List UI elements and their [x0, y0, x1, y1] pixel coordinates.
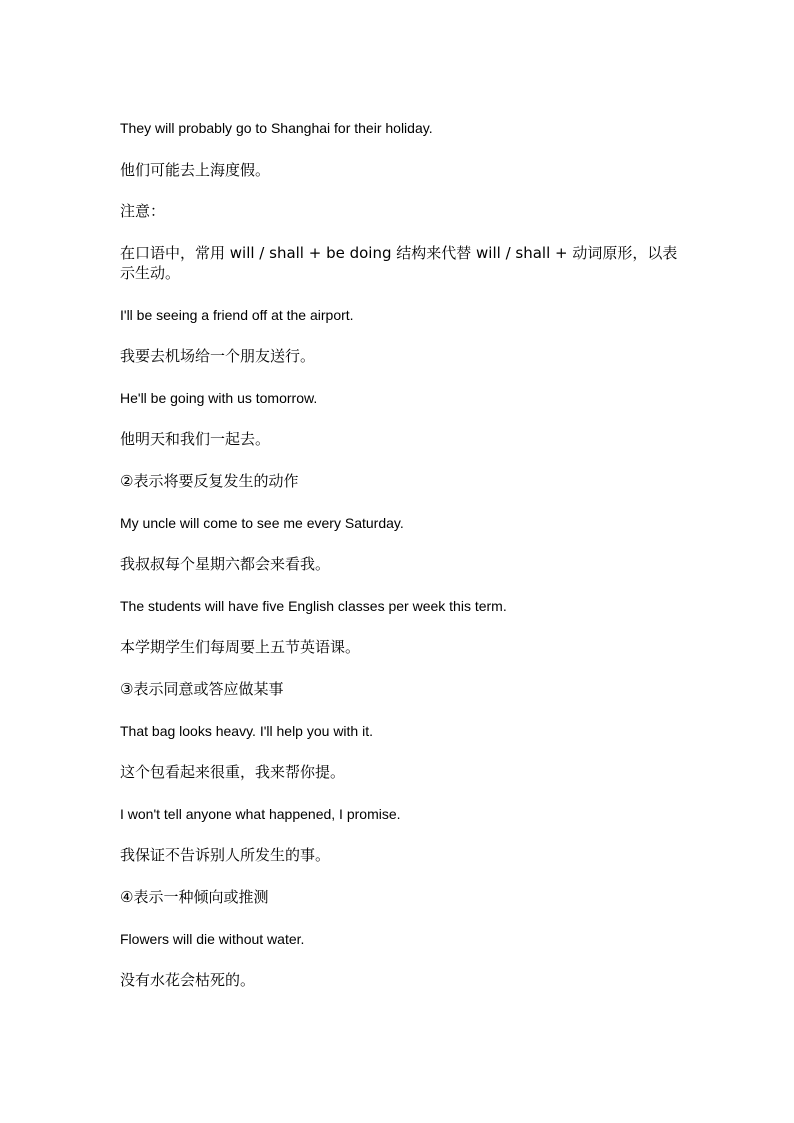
section-heading: ③表示同意或答应做某事 — [120, 680, 284, 698]
note-heading: 注意： — [120, 202, 166, 220]
example-sentence-en: My uncle will come to see me every Saturday. — [120, 515, 404, 531]
example-sentence-en: That bag looks heavy. I'll help you with it. — [120, 723, 373, 739]
example-translation-zh: 我要去机场给一个朋友送行。 — [120, 347, 316, 365]
example-translation-zh: 我保证不告诉别人所发生的事。 — [120, 846, 331, 864]
example-sentence-en: They will probably go to Shanghai for their holiday. — [120, 120, 433, 136]
note-paragraph: 在口语中，常用 will / shall + be doing 结构来代替 will / shall + 动词原形，以表示生动。 — [120, 244, 678, 282]
example-translation-zh: 我叔叔每个星期六都会来看我。 — [120, 555, 331, 573]
example-translation-zh: 这个包看起来很重，我来帮你提。 — [120, 763, 346, 781]
example-sentence-en: I'll be seeing a friend off at the airport. — [120, 307, 354, 323]
example-translation-zh: 他明天和我们一起去。 — [120, 430, 271, 448]
example-sentence-en: The students will have five English classes per week this term. — [120, 598, 507, 614]
example-sentence-en: He'll be going with us tomorrow. — [120, 390, 318, 406]
example-translation-zh: 本学期学生们每周要上五节英语课。 — [120, 638, 361, 656]
section-heading: ④表示一种倾向或推测 — [120, 888, 269, 906]
example-sentence-en: Flowers will die without water. — [120, 931, 305, 947]
example-translation-zh: 他们可能去上海度假。 — [120, 161, 271, 179]
example-sentence-en: I won't tell anyone what happened, I promise. — [120, 806, 401, 822]
section-heading: ②表示将要反复发生的动作 — [120, 472, 299, 490]
example-translation-zh: 没有水花会枯死的。 — [120, 971, 256, 989]
